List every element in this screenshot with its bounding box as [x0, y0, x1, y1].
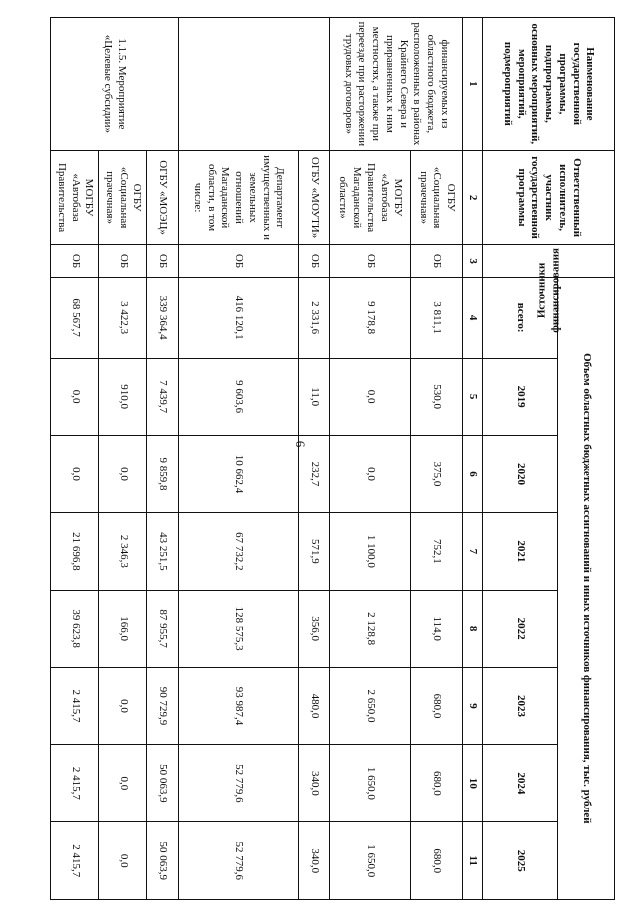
column-index: 3	[463, 245, 483, 277]
row-source: ОБ	[178, 245, 298, 277]
rotated-table-container	[50, 17, 615, 900]
row-value: 2 346,3	[99, 513, 147, 590]
row-value: 0,0	[329, 435, 410, 512]
table-row	[178, 18, 298, 900]
row-value: 232,7	[298, 435, 329, 512]
row-value: 2 650,0	[329, 667, 410, 744]
row-value: 21 696,8	[51, 513, 99, 590]
row-value: 67 732,2	[178, 513, 298, 590]
row-value: 752,1	[411, 513, 463, 590]
column-index: 8	[463, 590, 483, 667]
row-value: 50 063,9	[147, 822, 178, 900]
row-value: 9 859,8	[147, 435, 178, 512]
column-index: 4	[463, 277, 483, 358]
header-source-line1: Источники	[535, 263, 548, 319]
row-value: 52 779,6	[178, 822, 298, 900]
row-value: 114,0	[411, 590, 463, 667]
table-row	[51, 18, 99, 900]
row-value: 2 415,7	[51, 822, 99, 900]
header-year: 2021	[482, 513, 557, 590]
row-value: 68 567,7	[51, 277, 99, 358]
row-value: 680,0	[411, 822, 463, 900]
row-value: 680,0	[411, 745, 463, 822]
row-value: 480,0	[298, 667, 329, 744]
row-value: 0,0	[99, 435, 147, 512]
column-index: 6	[463, 435, 483, 512]
row-value: 340,0	[298, 822, 329, 900]
row-value: 3 422,3	[99, 277, 147, 358]
row-value: 11,0	[298, 358, 329, 435]
row-value: 0,0	[99, 822, 147, 900]
header-total: всего:	[482, 277, 557, 358]
row-source: ОБ	[298, 245, 329, 277]
header-name: Наименование государственной программы, подпрограммы, основных мероприятий, мероприятий, подмероприятий	[482, 18, 614, 151]
row-source: ОБ	[329, 245, 410, 277]
row-executor: ОГБУ «МОУТИ»	[298, 150, 329, 245]
row-value: 50 063,9	[147, 745, 178, 822]
row-value: 43 251,5	[147, 513, 178, 590]
column-index: 7	[463, 513, 483, 590]
row-value: 356,0	[298, 590, 329, 667]
row-value: 375,0	[411, 435, 463, 512]
row-value: 93 987,4	[178, 667, 298, 744]
row-value: 0,0	[329, 358, 410, 435]
page-number: 6	[293, 440, 308, 448]
row-value: 0,0	[51, 358, 99, 435]
row-value: 1 650,0	[329, 745, 410, 822]
row-executor: МОГБУ «Автобаза Правительства Магаданской области»	[329, 150, 410, 245]
row-value: 910,0	[99, 358, 147, 435]
row-source: ОБ	[51, 245, 99, 277]
table-row	[329, 18, 410, 900]
row-value: 571,9	[298, 513, 329, 590]
row-value: 2 128,8	[329, 590, 410, 667]
header-year: 2025	[482, 822, 557, 900]
column-index: 2	[463, 150, 483, 245]
row-value: 0,0	[99, 745, 147, 822]
row-source: ОБ	[147, 245, 178, 277]
row-value: 52 779,6	[178, 745, 298, 822]
row-value: 1 100,0	[329, 513, 410, 590]
row-value: 90 729,9	[147, 667, 178, 744]
header-volume: Объем областных бюджетных ассигнований и иных источников финансирования, тыс. рублей	[557, 277, 614, 899]
row-value: 39 623,8	[51, 590, 99, 667]
row-executor: ОГБУ «Социальная прачечная»	[99, 150, 147, 245]
row-value: 9 603,6	[178, 358, 298, 435]
row-executor: ОГБУ «МОЭЦ»	[147, 150, 178, 245]
column-index: 11	[463, 822, 483, 900]
header-year: 2020	[482, 435, 557, 512]
row-value: 9 178,8	[329, 277, 410, 358]
row-value: 0,0	[51, 435, 99, 512]
row-value: 339 364,4	[147, 277, 178, 358]
row-value: 128 575,3	[178, 590, 298, 667]
row-value: 0,0	[99, 667, 147, 744]
header-source-line2: финансирования	[549, 248, 562, 334]
row-source: ОБ	[99, 245, 147, 277]
row-value: 7 439,7	[147, 358, 178, 435]
row-value: 680,0	[411, 667, 463, 744]
header-year: 2024	[482, 745, 557, 822]
row-name	[178, 18, 329, 151]
header-year: 2023	[482, 667, 557, 744]
column-index: 1	[463, 18, 483, 151]
row-executor: МОГБУ «Автобаза Правительства	[51, 150, 99, 245]
row-name: 1.1.5. Мероприятие «Целевые субсидии»	[51, 18, 179, 151]
row-value: 1 650,0	[329, 822, 410, 900]
row-value: 3 811,1	[411, 277, 463, 358]
row-value: 340,0	[298, 745, 329, 822]
table-row	[147, 18, 178, 900]
row-value: 166,0	[99, 590, 147, 667]
column-index: 5	[463, 358, 483, 435]
header-executor: Ответственный исполнитель, участник государственной программы	[482, 150, 614, 245]
table-row	[99, 18, 147, 900]
row-value: 87 955,7	[147, 590, 178, 667]
row-executor: ОГБУ «Социальная прачечная»	[411, 150, 463, 245]
row-value: 10 662,4	[178, 435, 298, 512]
row-value: 2 331,6	[298, 277, 329, 358]
row-value: 530,0	[411, 358, 463, 435]
financing-table	[50, 17, 615, 900]
header-year: 2022	[482, 590, 557, 667]
row-value: 2 415,7	[51, 667, 99, 744]
row-value: 416 120,1	[178, 277, 298, 358]
table-row	[411, 18, 463, 900]
table-row	[298, 18, 329, 900]
column-index: 10	[463, 745, 483, 822]
row-value: 2 415,7	[51, 745, 99, 822]
header-year: 2019	[482, 358, 557, 435]
column-index: 9	[463, 667, 483, 744]
row-name: финансируемых из областного бюджета, расположенных в районах Крайнего Севера и приравненных к ним местностях, а также при переезде при расторжении трудовых договоров»	[329, 18, 462, 151]
row-source: ОБ	[411, 245, 463, 277]
row-executor: Департамент имущественных и земельных отношений Магаданской области, в том числе:	[178, 150, 298, 245]
